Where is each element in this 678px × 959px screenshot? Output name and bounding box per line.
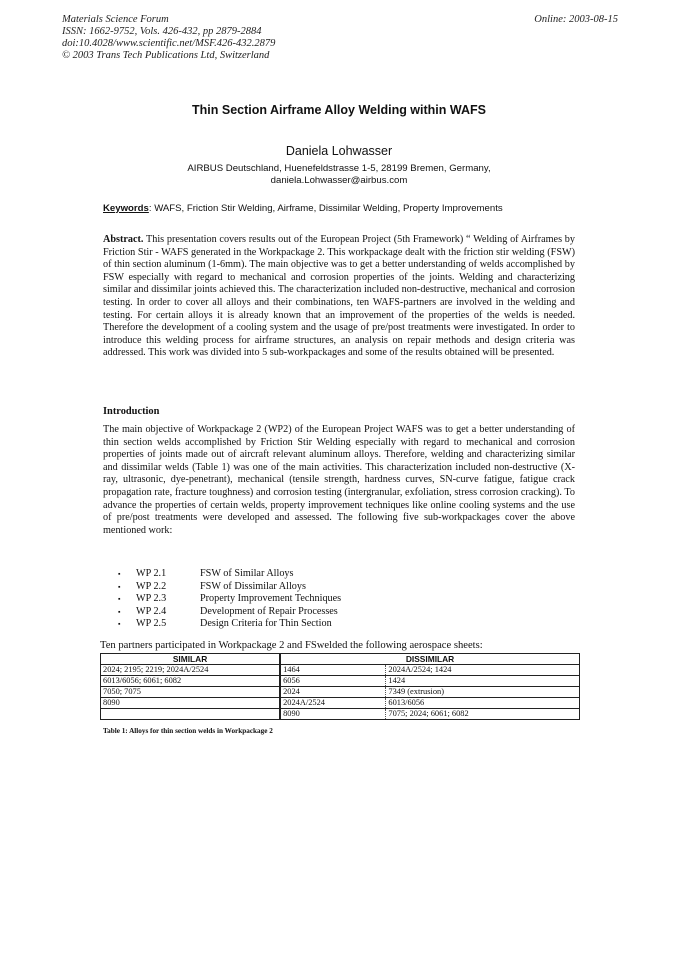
table-cell (101, 709, 281, 720)
list-item (118, 593, 341, 606)
table-cell: 2024A/2524 (280, 698, 386, 709)
table-cell: 7075; 2024; 6061; 6082 (386, 709, 580, 720)
keywords (103, 203, 583, 214)
bullet-icon: ▪ (118, 570, 121, 578)
copyright-line: © 2003 Trans Tech Publications Ltd, Switzerland (62, 50, 270, 61)
table-cell: 1424 (386, 676, 580, 687)
list-item (118, 581, 341, 594)
wp-code: WP 2.2 (136, 580, 167, 592)
partners-sentence: Ten partners participated in Workpackage 2 and FSwelded the following aerospace sheets: (100, 640, 483, 651)
online-date: Online: 2003-08-15 (534, 14, 618, 25)
table-caption: Table 1: Alloys for thin section welds in Workpackage 2 (103, 727, 273, 735)
list-item (118, 618, 341, 631)
bullet-icon: ▪ (118, 595, 121, 604)
table-header-similar: SIMILAR (101, 654, 281, 665)
abstract (103, 234, 575, 360)
bullet-icon: ▪ (118, 607, 121, 616)
wp-name: Property Improvement Techniques (200, 593, 342, 605)
bullet-icon: ▪ (118, 582, 121, 591)
table-cell: 6013/6056 (386, 698, 580, 709)
table-cell: 7050; 7075 (101, 687, 281, 698)
table-cell: 2024 (280, 687, 386, 698)
wp-code: WP 2.5 (136, 618, 167, 630)
author-name: Daniela Lohwasser (285, 144, 393, 158)
wp-code: WP 2.1 (136, 568, 167, 579)
table-cell: 6056 (280, 676, 386, 687)
paper-title: Thin Section Airframe Alloy Welding within WAFS (192, 103, 486, 117)
section-heading-introduction: Introduction (103, 406, 160, 417)
wp-name: FSW of Similar Alloys (200, 568, 294, 579)
author-email: daniela.Lohwasser@airbus.com (270, 175, 408, 186)
running-header (62, 14, 618, 62)
workpackage-list (118, 568, 341, 631)
table-cell: 8090 (101, 698, 281, 709)
alloys-table (100, 653, 580, 720)
table-header-dissimilar: DISSIMILAR (280, 654, 579, 665)
table-row (101, 709, 580, 720)
table-row (101, 665, 580, 676)
table-cell: 2024A/2524; 1424 (386, 665, 580, 676)
issn-line: ISSN: 1662-9752, Vols. 426-432, pp 2879-2884 (62, 26, 262, 37)
wp-name: FSW of Dissimilar Alloys (200, 580, 306, 592)
list-item (118, 568, 341, 581)
table-cell: 6013/6056; 6061; 6082 (101, 676, 281, 687)
journal-name: Materials Science Forum (62, 14, 169, 25)
table-header-row (101, 654, 580, 665)
keywords-text: : WAFS, Friction Stir Welding, Airframe, Dissimilar Welding, Property Improvements (148, 203, 503, 214)
table-row (101, 687, 580, 698)
affiliation (0, 163, 678, 187)
table-cell: 2024; 2195; 2219; 2024A/2524 (101, 665, 281, 676)
wp-name: Design Criteria for Thin Section (200, 618, 332, 630)
keywords-label: Keywords (103, 203, 149, 214)
table-row (101, 676, 580, 687)
wp-code: WP 2.3 (136, 593, 167, 605)
affiliation-address: AIRBUS Deutschland, Huenefeldstrasse 1-5, 28199 Bremen, Germany, (187, 163, 491, 174)
wp-name: Development of Repair Processes (200, 605, 338, 617)
abstract-label: Abstract. (103, 234, 144, 245)
table-cell: 1464 (280, 665, 386, 676)
list-item (118, 606, 341, 619)
abstract-text: This presentation covers results out of the European Project (5th Framework) “ Welding of Airframes by Friction Stir - WAFS generated in the Workpackage 2. This workpackage dealt with the friction stir welding (FSW) of thin section aluminum (1-6mm). The main objective was to get a better understanding of welds accomplished by FSW especially with regard to mechanical and corrosion properties of the joints. Welding and characterizing similar and dissimilar joints achieved this. The characterization included non-destructive, mechanical and corrosion testing. In order to cover all alloys and their combinations, ten WAFS-partners are involved in the welding and testing. For certain alloys it is already known that an improvement of the properties of the welds is needed. Therefore the development of a cooling system and the usage of pre/post treatments were investigated. In order to introduce this welding process for airframe structures, an analysis on repair methods and design criteria was addressed. This work was divided into 5 sub-workpackages and some of the results obtained will be presented. (103, 234, 575, 359)
table-cell: 7349 (extrusion) (386, 687, 580, 698)
wp-code: WP 2.4 (136, 605, 167, 617)
table-row (101, 698, 580, 709)
introduction-text: The main objective of Workpackage 2 (WP2) of the European Project WAFS was to get a better understanding of thin section welds accomplished by Friction Stir Welding especially with regard to mechanical and corrosion properties of joints made out of aircraft relevant aluminum alloys. Therefore, welding and characterizing similar and dissimilar welds (Table 1) was one of the main activities. This characterization included non-destructive (X-ray, ultrasonic, dye-penetrant), mechanical (tensile strength, hardness curves, SN-curve fatigue, fatigue crack propagation rate, fracture toughness) and corrosion testing (intergranular, exfoliation, stress corrosion cracking). To advance the properties of certain welds, property improvement techniques like online cooling systems and the use of pre/post treatments were developed and assessed. The following five sub-workpackages cover the above mentioned work: (103, 424, 575, 536)
table-cell: 8090 (280, 709, 386, 720)
bullet-icon: ▪ (118, 620, 121, 629)
doi-line: doi:10.4028/www.scientific.net/MSF.426-432.2879 (62, 38, 276, 49)
